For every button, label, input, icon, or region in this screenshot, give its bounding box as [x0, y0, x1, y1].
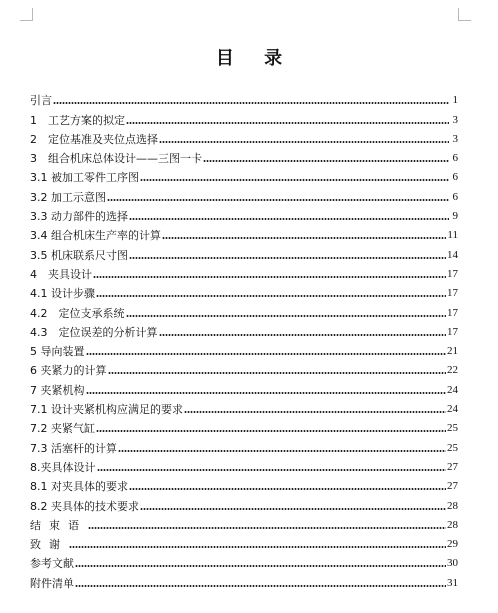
dot-leader: [159, 334, 447, 336]
toc-entry-title: 3.4 组合机床生产率的计算: [30, 229, 161, 243]
toc-entry-title: 7.3 活塞杆的计算: [30, 441, 117, 455]
toc-entry-page-number: 24: [447, 383, 458, 396]
toc-entry-title: 致谢: [30, 538, 68, 552]
toc-entry[interactable]: [30, 455, 458, 474]
toc-entry[interactable]: [30, 127, 458, 146]
toc-entry[interactable]: [30, 570, 458, 589]
dot-leader: [86, 353, 447, 355]
dot-leader: [184, 411, 446, 413]
toc-entry-title: 7.1 设计夹紧机构应满足的要求: [30, 403, 183, 417]
toc-entry-title: 3 组合机床总体设计——三图一卡: [30, 152, 202, 166]
toc-entry[interactable]: [30, 204, 458, 223]
toc-entry-title: 3.1 被加工零件工序图: [30, 171, 139, 185]
toc-entry-title: 参考文献: [30, 557, 74, 571]
toc-entry-page-number: 29: [447, 538, 458, 551]
toc-entry-page-number: 28: [447, 499, 458, 512]
toc-entry-title: 4 夹具设计: [30, 267, 92, 281]
dot-leader: [203, 160, 449, 162]
toc-entry-title: 4.1 设计步骤: [30, 287, 95, 301]
dot-leader: [69, 546, 446, 548]
toc-entry[interactable]: [30, 339, 458, 358]
toc-entry-title: 结束语: [30, 518, 87, 532]
toc-entry-page-number: 9: [452, 210, 458, 223]
toc-entry[interactable]: [30, 435, 458, 454]
dot-leader: [75, 585, 446, 587]
toc-entry-title: 2 定位基准及夹位点选择: [30, 132, 158, 146]
toc-entry-page-number: 17: [447, 325, 458, 338]
dot-leader: [129, 257, 446, 259]
page-corner-mark-left: [20, 8, 33, 21]
toc-entry-title: 3.2 加工示意图: [30, 190, 106, 204]
toc-entry-page-number: 14: [447, 248, 458, 261]
toc-entry[interactable]: [30, 165, 458, 184]
dot-leader: [96, 295, 446, 297]
dot-leader: [140, 508, 446, 510]
dot-leader: [118, 450, 446, 452]
page-title: 目 录: [215, 48, 295, 69]
toc-entry[interactable]: [30, 88, 458, 107]
toc-entry-title: 8.夹具体设计: [30, 460, 96, 474]
toc-entry-title: 8.2 夹具体的技术要求: [30, 499, 139, 513]
toc-entry[interactable]: [30, 281, 458, 300]
toc-entry[interactable]: [30, 397, 458, 416]
toc-entry[interactable]: [30, 107, 458, 126]
toc-entry-page-number: 6: [452, 171, 458, 184]
dot-leader: [108, 372, 447, 374]
dot-leader: [126, 315, 447, 317]
toc-entry[interactable]: [30, 184, 458, 203]
dot-leader: [129, 488, 446, 490]
toc-entry-title: 附件清单: [30, 576, 74, 590]
toc-entry-page-number: 24: [447, 403, 458, 416]
toc-entry-page-number: 17: [447, 306, 458, 319]
toc-entry-title: 6 夹紧力的计算: [30, 364, 107, 378]
toc-entry[interactable]: [30, 416, 458, 435]
toc-entry[interactable]: [30, 223, 458, 242]
dot-leader: [140, 179, 449, 181]
table-of-contents: [30, 88, 458, 590]
page-corner-mark-right: [458, 8, 471, 21]
toc-entry-page-number: 25: [447, 422, 458, 435]
toc-entry[interactable]: [30, 320, 458, 339]
toc-entry[interactable]: [30, 513, 458, 532]
toc-entry-title: 8.1 对夹具体的要求: [30, 480, 128, 494]
toc-entry-title: 7.2 夹紧气缸: [30, 422, 95, 436]
toc-entry-page-number: 21: [447, 345, 458, 358]
dot-leader: [75, 565, 446, 567]
dot-leader: [88, 527, 446, 529]
dot-leader: [159, 141, 449, 143]
dot-leader: [162, 237, 446, 239]
toc-entry[interactable]: [30, 146, 458, 165]
toc-entry-page-number: 17: [447, 287, 458, 300]
dot-leader: [97, 469, 447, 471]
toc-entry-title: 引言: [30, 94, 52, 108]
toc-entry[interactable]: [30, 242, 458, 261]
dot-leader: [107, 199, 449, 201]
toc-entry-page-number: 1: [452, 94, 458, 107]
toc-entry-page-number: 31: [447, 576, 458, 589]
toc-entry[interactable]: [30, 532, 458, 551]
toc-entry-page-number: 25: [447, 441, 458, 454]
toc-entry-title: 3.5 机床联系尺寸图: [30, 248, 128, 262]
dot-leader: [53, 102, 449, 104]
toc-entry-page-number: 27: [447, 480, 458, 493]
toc-entry-page-number: 11: [447, 229, 458, 242]
toc-entry-title: 1 工艺方案的拟定: [30, 113, 125, 127]
toc-entry[interactable]: [30, 551, 458, 570]
dot-leader: [126, 122, 449, 124]
dot-leader: [96, 430, 446, 432]
toc-entry-title: 5 导向装置: [30, 345, 85, 359]
toc-entry-title: 4.2 定位支承系统: [30, 306, 125, 320]
toc-entry-page-number: 3: [452, 113, 458, 126]
toc-entry-page-number: 28: [447, 518, 458, 531]
toc-entry-page-number: 6: [452, 152, 458, 165]
toc-entry-title: 4.3 定位误差的分析计算: [30, 325, 158, 339]
dot-leader: [86, 392, 447, 394]
toc-entry-page-number: 30: [447, 557, 458, 570]
toc-entry[interactable]: [30, 493, 458, 512]
toc-entry-page-number: 27: [447, 460, 458, 473]
dot-leader: [129, 218, 449, 220]
toc-entry-page-number: 22: [447, 364, 458, 377]
toc-entry[interactable]: [30, 358, 458, 377]
toc-entry-page-number: 3: [452, 132, 458, 145]
toc-entry-page-number: 6: [452, 190, 458, 203]
toc-entry[interactable]: [30, 262, 458, 281]
toc-entry-title: 7 夹紧机构: [30, 383, 85, 397]
toc-entry[interactable]: [30, 474, 458, 493]
toc-entry-page-number: 17: [447, 267, 458, 280]
toc-entry[interactable]: [30, 300, 458, 319]
toc-entry[interactable]: [30, 377, 458, 396]
toc-entry-title: 3.3 动力部件的选择: [30, 210, 128, 224]
dot-leader: [93, 276, 446, 278]
